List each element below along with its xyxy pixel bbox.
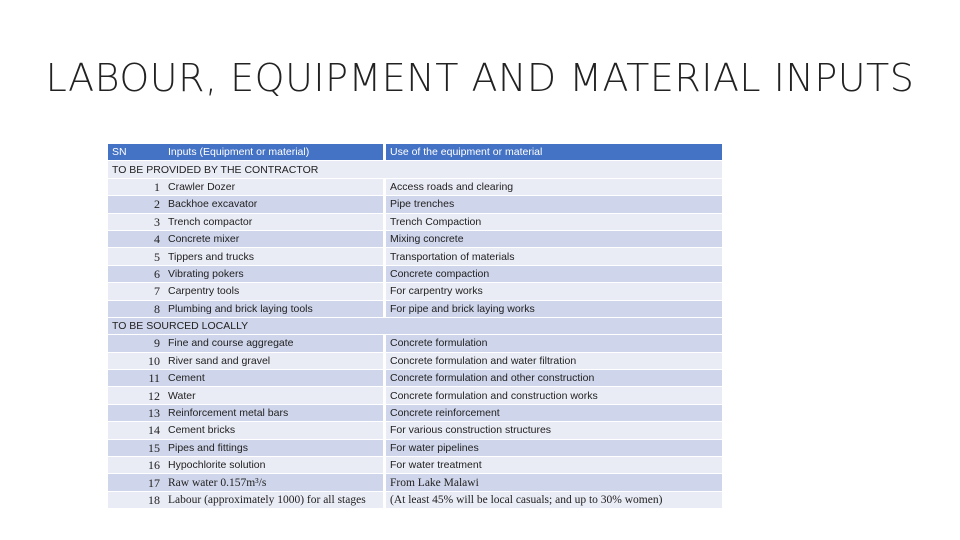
table-row: [108, 405, 722, 422]
cell-sn: 14: [108, 422, 164, 439]
table-row: [108, 179, 722, 196]
table-row: [108, 422, 722, 439]
table-row: [108, 214, 722, 231]
cell-use: For pipe and brick laying works: [386, 301, 722, 318]
table-row: [108, 492, 722, 509]
cell-sn: 13: [108, 405, 164, 422]
cell-sn: 10: [108, 353, 164, 370]
cell-use: Transportation of materials: [386, 248, 722, 265]
cell-use: From Lake Malawi: [386, 474, 722, 491]
cell-use: For carpentry works: [386, 283, 722, 300]
cell-sn: 16: [108, 457, 164, 474]
cell-sn: 9: [108, 335, 164, 352]
cell-sn: 4: [108, 231, 164, 248]
section-row-local: [108, 318, 722, 335]
cell-input: Fine and course aggregate: [164, 335, 386, 352]
header-inputs: Inputs (Equipment or material): [164, 144, 386, 161]
cell-use: Access roads and clearing: [386, 179, 722, 196]
cell-sn: 15: [108, 440, 164, 457]
cell-use: For water pipelines: [386, 440, 722, 457]
cell-use: For water treatment: [386, 457, 722, 474]
cell-sn: 8: [108, 301, 164, 318]
table-row: [108, 196, 722, 213]
cell-sn: 7: [108, 283, 164, 300]
cell-use: Mixing concrete: [386, 231, 722, 248]
cell-use: Concrete formulation: [386, 335, 722, 352]
cell-use: Pipe trenches: [386, 196, 722, 213]
section-label: TO BE SOURCED LOCALLY: [108, 318, 722, 335]
table-row: [108, 231, 722, 248]
cell-input: River sand and gravel: [164, 353, 386, 370]
cell-sn: 12: [108, 387, 164, 404]
cell-input: Trench compactor: [164, 214, 386, 231]
cell-use: Concrete compaction: [386, 266, 722, 283]
cell-sn: 1: [108, 179, 164, 196]
cell-use: (At least 45% will be local casuals; and up to 30% women): [386, 492, 722, 509]
cell-input: Hypochlorite solution: [164, 457, 386, 474]
cell-input: Plumbing and brick laying tools: [164, 301, 386, 318]
table-row: [108, 474, 722, 491]
cell-input: Crawler Dozer: [164, 179, 386, 196]
table-row: [108, 335, 722, 352]
cell-use: Concrete formulation and other construction: [386, 370, 722, 387]
table-row: [108, 283, 722, 300]
cell-use: Concrete formulation and construction works: [386, 387, 722, 404]
table-row: [108, 266, 722, 283]
cell-sn: 6: [108, 266, 164, 283]
cell-use: For various construction structures: [386, 422, 722, 439]
table-row: [108, 387, 722, 404]
section-label: TO BE PROVIDED BY THE CONTRACTOR: [108, 161, 722, 178]
cell-sn: 5: [108, 248, 164, 265]
cell-input: Tippers and trucks: [164, 248, 386, 265]
section-row-contractor: [108, 161, 722, 178]
table-row: [108, 301, 722, 318]
cell-input: Reinforcement metal bars: [164, 405, 386, 422]
cell-input: Backhoe excavator: [164, 196, 386, 213]
cell-input: Raw water 0.157m³/s: [164, 474, 386, 491]
table-header-row: [108, 144, 722, 161]
cell-sn: 11: [108, 370, 164, 387]
cell-use: Trench Compaction: [386, 214, 722, 231]
table-row: [108, 440, 722, 457]
header-sn: SN: [108, 144, 164, 161]
table-row: [108, 370, 722, 387]
cell-input: Vibrating pokers: [164, 266, 386, 283]
cell-use: Concrete formulation and water filtration: [386, 353, 722, 370]
cell-input: Cement: [164, 370, 386, 387]
table-row: [108, 353, 722, 370]
cell-input: Pipes and fittings: [164, 440, 386, 457]
inputs-table: [108, 144, 722, 509]
cell-sn: 2: [108, 196, 164, 213]
cell-use: Concrete reinforcement: [386, 405, 722, 422]
table-row: [108, 248, 722, 265]
cell-sn: 17: [108, 474, 164, 491]
cell-sn: 18: [108, 492, 164, 509]
cell-input: Cement bricks: [164, 422, 386, 439]
table-row: [108, 457, 722, 474]
cell-input: Labour (approximately 1000) for all stages: [164, 492, 386, 509]
cell-input: Concrete mixer: [164, 231, 386, 248]
cell-input: Water: [164, 387, 386, 404]
header-use: Use of the equipment or material: [386, 144, 722, 161]
cell-sn: 3: [108, 214, 164, 231]
cell-input: Carpentry tools: [164, 283, 386, 300]
page-title: LABOUR, EQUIPMENT AND MATERIAL INPUTS: [45, 56, 915, 100]
